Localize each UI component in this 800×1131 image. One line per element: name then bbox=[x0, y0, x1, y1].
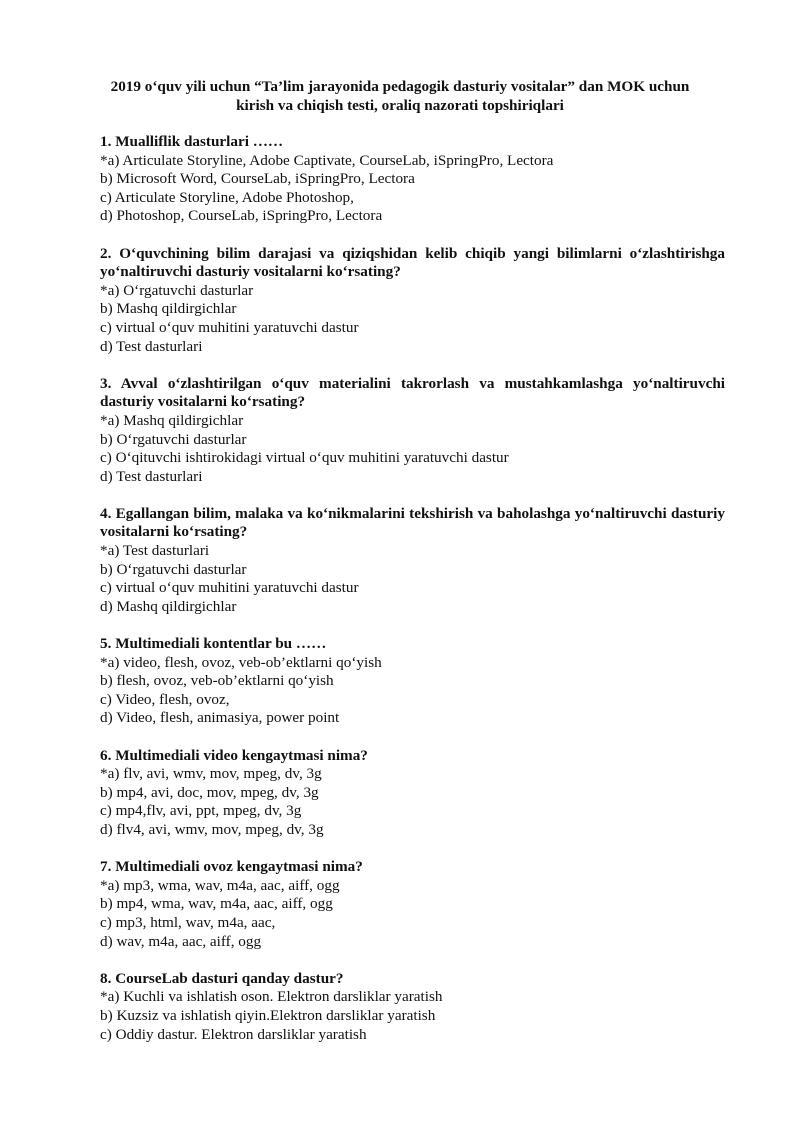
title-line-1: 2019 o‘quv yili uchun “Ta’lim jarayonida pedagogik dasturiy vositalar” dan MOK uchun bbox=[110, 78, 690, 95]
question-6 bbox=[100, 747, 725, 840]
answer-option-d: d) Test dasturlari bbox=[100, 337, 203, 355]
answer-option-c: c) Articulate Storyline, Adobe Photoshop, bbox=[100, 188, 354, 206]
answer-option-c: c) virtual o‘quv muhitini yaratuvchi dastur bbox=[100, 579, 359, 597]
question-3 bbox=[100, 375, 725, 487]
answer-option-b: b) Kuzsiz va ishlatish qiyin.Elektron darsliklar yaratish bbox=[100, 1006, 436, 1024]
title-line-2: kirish va chiqish testi, oraliq nazorati topshiriqlari bbox=[236, 97, 564, 114]
answer-option-b: b) mp4, avi, doc, mov, mpeg, dv, 3g bbox=[100, 783, 319, 801]
question-list bbox=[100, 133, 725, 1063]
question-text: 1. Mualliflik dasturlari …… bbox=[100, 133, 284, 150]
answer-option-d: d) wav, m4a, aac, aiff, ogg bbox=[100, 932, 262, 950]
answer-option-b: b) O‘rgatuvchi dasturlar bbox=[100, 560, 247, 578]
answer-option-b: b) flesh, ovoz, veb-ob’ektlarni qo‘yish bbox=[100, 672, 334, 690]
question-text: 5. Multimediali kontentlar bu …… bbox=[100, 635, 327, 653]
answer-option-a: *a) Test dasturlari bbox=[100, 542, 210, 560]
question-1 bbox=[100, 133, 725, 226]
answer-option-a: *a) video, flesh, ovoz, veb-ob’ektlarni qo‘yish bbox=[100, 653, 382, 671]
question-4 bbox=[100, 505, 725, 617]
question-2 bbox=[100, 245, 725, 357]
answer-option-b: b) mp4, wma, wav, m4a, aac, aiff, ogg bbox=[100, 895, 333, 913]
answer-option-b: b) Mashq qildirgichlar bbox=[100, 300, 237, 318]
question-5 bbox=[100, 635, 725, 728]
answer-option-a: *a) O‘rgatuvchi dasturlar bbox=[100, 281, 254, 299]
question-text: 6. Multimediali video kengaytmasi nima? bbox=[100, 746, 368, 764]
answer-option-a: *a) mp3, wma, wav, m4a, aac, aiff, ogg bbox=[100, 876, 340, 894]
answer-option-c: c) mp4,flv, avi, ppt, mpeg, dv, 3g bbox=[100, 802, 302, 820]
answer-option-b: b) O‘rgatuvchi dasturlar bbox=[100, 430, 247, 448]
question-text: 2. O‘quvchining bilim darajasi va qiziqshidan kelib chiqib yangi bilimlarni o‘zlashtirishga yo‘naltiruvchi dasturiy vositalarni ko‘rsating? bbox=[100, 244, 725, 281]
question-text: 7. Multimediali ovoz kengaytmasi nima? bbox=[100, 858, 363, 876]
question-text: 3. Avval o‘zlashtirilgan o‘quv materialini takrorlash va mustahkamlashga yo‘naltiruvchi dasturiy vositalarni ko‘rsating? bbox=[100, 374, 725, 411]
answer-option-d: d) Video, flesh, animasiya, power point bbox=[100, 709, 340, 727]
answer-option-c: c) Oddiy dastur. Elektron darsliklar yaratish bbox=[100, 1025, 367, 1043]
question-8 bbox=[100, 970, 725, 1044]
answer-option-b: b) Microsoft Word, CourseLab, iSpringPro, Lectora bbox=[100, 170, 415, 188]
question-text: 8. CourseLab dasturi qanday dastur? bbox=[100, 969, 344, 987]
answer-option-d: d) flv4, avi, wmv, mov, mpeg, dv, 3g bbox=[100, 820, 324, 838]
answer-option-c: c) virtual o‘quv muhitini yaratuvchi dastur bbox=[100, 318, 359, 336]
question-text: 4. Egallangan bilim, malaka va ko‘nikmalarini tekshirish va baholashga yo‘naltiruvchi dasturiy vositalarni ko‘rsating? bbox=[100, 504, 725, 541]
answer-option-d: d) Test dasturlari bbox=[100, 467, 203, 485]
answer-option-c: c) Video, flesh, ovoz, bbox=[100, 690, 230, 708]
answer-option-c: c) O‘qituvchi ishtirokidagi virtual o‘quv muhitini yaratuvchi dastur bbox=[100, 449, 509, 467]
answer-option-d: d) Photoshop, CourseLab, iSpringPro, Lectora bbox=[100, 207, 383, 225]
answer-option-a: *a) Mashq qildirgichlar bbox=[100, 411, 244, 429]
question-7 bbox=[100, 858, 725, 951]
answer-option-a: *a) Articulate Storyline, Adobe Captivate, CourseLab, iSpringPro, Lectora bbox=[100, 151, 554, 169]
answer-option-c: c) mp3, html, wav, m4a, aac, bbox=[100, 913, 276, 931]
answer-option-d: d) Mashq qildirgichlar bbox=[100, 597, 237, 615]
answer-option-a: *a) flv, avi, wmv, mov, mpeg, dv, 3g bbox=[100, 765, 322, 783]
answer-option-a: *a) Kuchli va ishlatish oson. Elektron darsliklar yaratish bbox=[100, 988, 443, 1006]
document-title bbox=[80, 77, 720, 115]
